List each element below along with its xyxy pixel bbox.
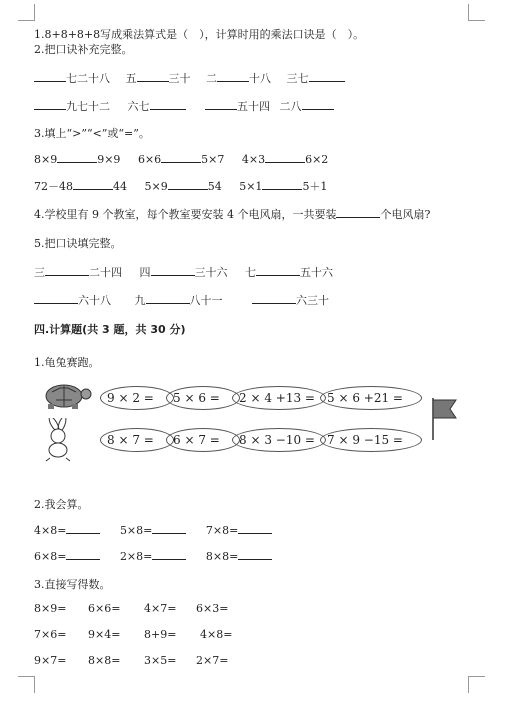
expression: 4×3: [241, 153, 266, 166]
answer-blank[interactable]: [34, 71, 66, 82]
race-problem[interactable]: [320, 428, 422, 452]
q3-row-1: [34, 152, 328, 166]
race-expression: 7 × 9 −15 =: [327, 433, 403, 447]
question-4-suffix: 个电风扇?: [380, 208, 431, 221]
expression: 5×1: [239, 180, 263, 193]
crop-mark-br: [468, 676, 485, 693]
answer-blank[interactable]: [302, 99, 334, 110]
proverb: 五十四: [237, 100, 270, 113]
expression: 4×7=: [144, 602, 177, 615]
calc-3-title: 3.直接写得数。: [34, 578, 111, 591]
proverb: 八十一: [189, 294, 223, 307]
proverb: 九: [134, 294, 146, 307]
expression: 5×9: [144, 180, 168, 193]
flag-icon: [430, 396, 460, 442]
expression: 2×8=: [119, 550, 153, 563]
q2-row-1: [34, 70, 345, 86]
answer-blank[interactable]: [262, 179, 302, 190]
answer-blank[interactable]: [336, 207, 380, 218]
expression: 8+9=: [144, 628, 177, 641]
proverb: 七二十八: [66, 72, 110, 85]
race-problem[interactable]: [166, 386, 240, 410]
turtle-icon: [38, 380, 94, 410]
answer-blank[interactable]: [34, 293, 78, 304]
calc-3-row-3: [34, 654, 254, 668]
race-expression: 2 × 4 +13 =: [239, 391, 315, 405]
proverb: 三十: [168, 72, 191, 85]
crop-mark-tl: [18, 4, 35, 21]
proverb: 三七: [286, 72, 309, 85]
race-expression: 5 × 6 +21 =: [327, 391, 403, 405]
calc-2-row-1: [34, 523, 272, 537]
answer-blank[interactable]: [152, 523, 186, 534]
expression: 8×9: [34, 153, 58, 166]
race-expression: 8 × 7 =: [107, 433, 154, 447]
race-problem[interactable]: [100, 386, 174, 410]
expression: 4×8=: [200, 628, 233, 641]
calc-3-row-2: [34, 628, 254, 642]
proverb: 六三十: [296, 294, 329, 307]
race-expression: 8 × 3 −10 =: [239, 433, 315, 447]
calc-2-row-2: [34, 549, 272, 563]
proverb: 七: [245, 266, 256, 279]
q5-row-2: [34, 292, 329, 308]
expression: 9×7=: [34, 654, 67, 667]
answer-blank[interactable]: [252, 293, 296, 304]
proverb: 二十四: [89, 266, 122, 279]
calc-3-row-1: [34, 602, 254, 616]
section-4-heading: 四.计算题(共 3 题，共 30 分): [34, 323, 186, 336]
expression: 3×5=: [144, 654, 177, 667]
calc-1-title: 1.龟兔赛跑。: [34, 356, 100, 369]
expression: 5＋1: [302, 180, 328, 193]
race-expression: 5 × 6 =: [173, 391, 220, 405]
answer-blank[interactable]: [152, 549, 186, 560]
expression: 9×9: [97, 153, 121, 166]
proverb: 十八: [249, 72, 271, 85]
proverb: 五: [125, 72, 137, 85]
question-5-title: 5.把口诀填完整。: [34, 237, 122, 250]
calc-2-title: 2.我会算。: [34, 498, 89, 511]
proverb: 三十六: [194, 266, 228, 279]
question-1: 1.8+8+8+8写成乘法算式是（ ），计算时用的乘法口诀是（ ）。: [34, 28, 365, 41]
proverb: 二: [206, 72, 217, 85]
answer-blank[interactable]: [238, 549, 272, 560]
expression: 6×8=: [34, 550, 67, 563]
answer-blank[interactable]: [34, 99, 66, 110]
answer-blank[interactable]: [137, 71, 169, 82]
race-problem[interactable]: [166, 428, 240, 452]
answer-blank[interactable]: [45, 265, 89, 276]
expression: 2×7=: [196, 654, 229, 667]
question-3-title: 3.填上“>”“<”或“=”。: [34, 127, 150, 140]
answer-blank[interactable]: [256, 265, 300, 276]
expression: 6×6: [137, 153, 162, 166]
crop-mark-bl: [18, 676, 35, 693]
proverb: 三: [34, 266, 45, 279]
expression: 7×8=: [205, 524, 239, 537]
answer-blank[interactable]: [161, 152, 201, 163]
expression: 8×8=: [205, 550, 239, 563]
answer-blank[interactable]: [73, 179, 113, 190]
answer-blank[interactable]: [265, 152, 305, 163]
proverb: 九七十二: [66, 100, 110, 113]
race-problem[interactable]: [232, 428, 326, 452]
expression: 54: [207, 180, 222, 193]
expression: 4×8=: [34, 524, 67, 537]
rabbit-icon: [40, 418, 80, 462]
answer-blank[interactable]: [151, 265, 195, 276]
proverb: 二八: [279, 100, 302, 113]
expression: 7×6=: [34, 628, 67, 641]
proverb: 四: [139, 266, 151, 279]
q2-row-2: [34, 98, 334, 114]
expression: 5×7: [201, 153, 225, 166]
question-4-text: 4.学校里有 9 个教室，每个教室要安装 4 个电风扇，一共要装: [34, 208, 337, 221]
expression: 72－48: [34, 180, 73, 193]
race-problem[interactable]: [320, 386, 422, 410]
expression: 5×8=: [119, 524, 153, 537]
proverb: 五十六: [300, 266, 333, 279]
answer-blank[interactable]: [57, 152, 97, 163]
answer-blank[interactable]: [205, 99, 237, 110]
expression: 44: [113, 180, 127, 193]
answer-blank[interactable]: [238, 523, 272, 534]
race-problem[interactable]: [100, 428, 174, 452]
answer-blank[interactable]: [150, 99, 186, 110]
proverb: 六七: [127, 100, 150, 113]
crop-mark-tr: [468, 4, 485, 21]
expression: 6×6=: [88, 602, 121, 615]
answer-blank[interactable]: [168, 179, 208, 190]
answer-blank[interactable]: [309, 71, 345, 82]
race-expression: 9 × 2 =: [107, 391, 154, 405]
question-2-title: 2.把口诀补充完整。: [34, 43, 133, 56]
expression: 8×8=: [88, 654, 121, 667]
q3-row-2: [34, 178, 327, 194]
q5-row-1: [34, 264, 333, 280]
answer-blank[interactable]: [146, 293, 190, 304]
answer-blank[interactable]: [66, 523, 100, 534]
race-problem[interactable]: [232, 386, 326, 410]
answer-blank[interactable]: [217, 71, 249, 82]
expression: 8×9=: [34, 602, 67, 615]
question-4: [34, 206, 430, 222]
expression: 6×2: [305, 153, 329, 166]
answer-blank[interactable]: [66, 549, 100, 560]
expression: 9×4=: [88, 628, 121, 641]
expression: 6×3=: [196, 602, 229, 615]
race-expression: 6 × 7 =: [173, 433, 220, 447]
proverb: 六十八: [78, 294, 111, 307]
